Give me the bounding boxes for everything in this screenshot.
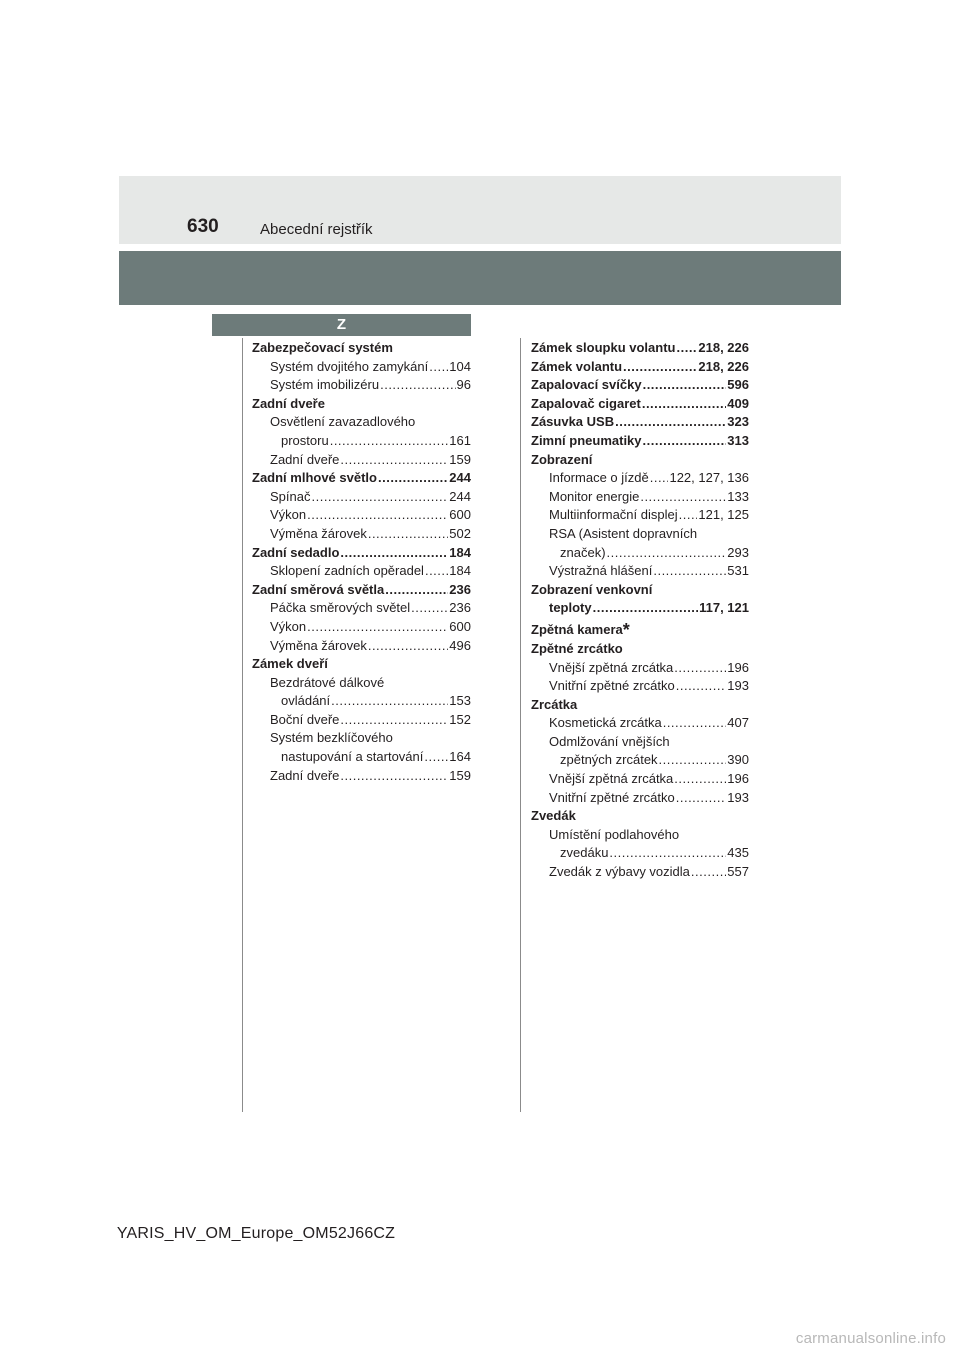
- dot-leader: [659, 751, 727, 770]
- index-entry-term: Zadní směrová světla: [252, 581, 385, 597]
- index-entry-term: Vnější zpětná zrcátka: [549, 771, 674, 787]
- index-entry-term: Zásuvka USB: [531, 414, 615, 430]
- index-entry-term: Zadní dveře: [270, 451, 340, 467]
- dot-leader: [691, 863, 726, 882]
- index-entry-page: 236: [449, 581, 471, 597]
- index-entry: [560, 751, 749, 770]
- dot-leader: [424, 748, 448, 767]
- index-entry-page: 236: [449, 600, 471, 616]
- index-entry: [531, 395, 749, 414]
- dot-leader: [623, 358, 697, 377]
- dot-leader: [676, 789, 727, 808]
- index-entry-term: Boční dveře: [270, 711, 340, 727]
- index-entry-term: Kosmetická zrcátka: [549, 715, 662, 731]
- index-entry-page: 153: [449, 693, 471, 709]
- index-entry-page: 557: [727, 864, 749, 880]
- index-entry-term: Výměna žárovek: [270, 637, 367, 653]
- dot-leader: [330, 432, 449, 451]
- watermark: carmanualsonline.info: [795, 1330, 946, 1347]
- index-entry-term: nastupování a startování: [281, 749, 424, 765]
- index-entry-term: Zámek sloupku volantu: [531, 340, 676, 355]
- index-entry: [549, 770, 749, 789]
- index-entry-term: Zámek dveří: [252, 656, 328, 672]
- index-entry-page: 531: [727, 563, 749, 579]
- dot-leader: [643, 376, 727, 395]
- index-entry: [549, 826, 749, 845]
- index-entry: Zpětná kamera *: [531, 619, 630, 640]
- index-entry-page: 435: [727, 845, 749, 861]
- index-entry-term: Zadní sedadlo: [252, 544, 340, 560]
- index-entry: [531, 376, 749, 395]
- index-entry: [549, 677, 749, 696]
- dot-leader: [674, 770, 726, 789]
- index-entry-term: teploty: [549, 600, 592, 616]
- index-entry-page: 161: [449, 432, 471, 448]
- index-entry: [531, 413, 749, 432]
- index-entry-page: 184: [449, 544, 471, 560]
- index-entry-page: 104: [449, 358, 471, 374]
- section-title: Abecední rejstřík: [260, 221, 373, 238]
- index-entry: [270, 413, 471, 432]
- index-entry: [531, 358, 749, 377]
- index-entry: [270, 711, 471, 730]
- index-entry: [270, 525, 471, 544]
- dot-leader: [331, 692, 448, 711]
- index-entry-term: Zabezpečovací systém: [252, 340, 393, 355]
- dot-leader: [674, 659, 726, 678]
- index-entry-term: zpětných zrcátek: [560, 752, 658, 768]
- index-entry-term: Systém imobilizéru: [270, 377, 380, 393]
- index-entry-page: 600: [449, 618, 471, 634]
- index-entry-term: Vnitřní zpětné zrcátko: [549, 789, 675, 805]
- document-code: YARIS_HV_OM_Europe_OM52J66CZ: [116, 1225, 396, 1242]
- index-entry-page: 407: [727, 715, 749, 731]
- index-entry-page: 96: [456, 377, 471, 393]
- dot-leader: [676, 339, 697, 358]
- index-entry-page: 244: [449, 488, 471, 504]
- dot-leader: [643, 432, 727, 451]
- index-entry-term: Zámek volantu: [531, 358, 623, 374]
- index-entry-page: 193: [727, 678, 749, 694]
- index-entry: [549, 562, 749, 581]
- index-entry: [270, 729, 471, 748]
- index-entry: [252, 544, 471, 563]
- index-entry-term: Výkon: [270, 618, 307, 634]
- index-entry-term: ovládání: [281, 693, 331, 709]
- index-entry-page: 502: [449, 525, 471, 541]
- index-entry: [270, 637, 471, 656]
- index-entry: [252, 395, 471, 414]
- index-entry-term: Páčka směrových světel: [270, 600, 411, 616]
- index-entry: [270, 506, 471, 525]
- index-entry-page: 121, 125: [698, 507, 749, 523]
- index-entry-term: RSA (Asistent dopravních: [549, 525, 698, 541]
- dot-leader: [340, 544, 448, 563]
- index-entry: [560, 544, 749, 563]
- index-entry-page: 196: [727, 771, 749, 787]
- index-entry-page: 323: [727, 414, 749, 430]
- index-entry: [549, 789, 749, 808]
- index-entry: [531, 696, 749, 715]
- index-entry: [549, 863, 749, 882]
- index-entry-term: Odmlžování vnějších: [549, 733, 670, 749]
- index-entry: [549, 714, 749, 733]
- index-entry-term: Informace o jízdě: [549, 470, 649, 486]
- column-divider-left: [242, 338, 243, 1112]
- dot-leader: [425, 562, 448, 581]
- index-entry-term: Zadní dveře: [270, 767, 340, 783]
- index-entry: [252, 469, 471, 488]
- index-entry-term: Zpětná kamera: [531, 621, 623, 637]
- index-entry-page: 600: [449, 507, 471, 523]
- index-entry-term: Zvedák z výbavy vozidla: [549, 864, 690, 880]
- index-entry-page: 122, 127, 136: [669, 470, 749, 486]
- dot-leader: [663, 714, 727, 733]
- index-entry-term: Zimní pneumatiky: [531, 432, 642, 448]
- index-entry: [549, 525, 749, 544]
- index-entry-term: Vnější zpětná zrcátka: [549, 659, 674, 675]
- index-entry-page: 152: [449, 711, 471, 727]
- index-entry-page: 218, 226: [698, 340, 749, 355]
- dot-leader: [311, 488, 448, 507]
- index-entry-term: Bezdrátové dálkové: [270, 674, 385, 690]
- dot-leader: [411, 599, 448, 618]
- index-entry-page: 196: [727, 659, 749, 675]
- index-entry: [531, 640, 749, 659]
- index-entry: [270, 488, 471, 507]
- index-entry: [252, 339, 471, 358]
- index-entry-term: značek): [560, 544, 606, 560]
- dot-leader: [593, 599, 698, 618]
- index-entry-term: Zapalovací svíčky: [531, 377, 642, 393]
- index-entry-page: 409: [727, 395, 749, 411]
- dot-leader: [676, 677, 727, 696]
- dot-leader: [650, 469, 669, 488]
- index-entry: [549, 733, 749, 752]
- index-entry-page: 496: [449, 637, 471, 653]
- section-banner: [119, 251, 841, 305]
- dot-leader: [307, 618, 448, 637]
- index-entry-term: Zapalovač cigaret: [531, 395, 641, 411]
- index-entry-page: 596: [727, 377, 749, 393]
- index-entry: [270, 674, 471, 693]
- index-entry-term: zvedáku: [560, 845, 609, 861]
- index-entry-page: 313: [727, 432, 749, 448]
- dot-leader: [340, 767, 448, 786]
- index-entry: [531, 339, 749, 358]
- dot-leader: [368, 525, 448, 544]
- index-entry: [270, 562, 471, 581]
- index-entry: [549, 506, 749, 525]
- column-divider-right: [520, 338, 521, 1112]
- dot-leader: [609, 844, 726, 863]
- index-entry-term: Výkon: [270, 507, 307, 523]
- dot-leader: [429, 358, 448, 377]
- index-entry-page: 218, 226: [698, 358, 749, 374]
- dot-leader: [340, 451, 448, 470]
- index-entry-term: Zobrazení venkovní: [531, 581, 653, 597]
- dot-leader: [340, 711, 448, 730]
- index-entry-term: Monitor energie: [549, 488, 640, 504]
- index-entry: [531, 451, 749, 470]
- index-entry-term: Zobrazení: [531, 451, 593, 467]
- index-entry-page: 117, 121: [699, 600, 749, 616]
- index-entry: [281, 748, 471, 767]
- index-entry: [549, 599, 749, 618]
- index-entry-term: Umístění podlahového: [549, 826, 680, 842]
- dot-leader: [385, 581, 448, 600]
- index-entry-page: 159: [449, 451, 471, 467]
- index-entry-term: Systém dvojitého zamykání: [270, 358, 429, 374]
- index-entry: [252, 581, 471, 600]
- index-entry-term: Systém bezklíčového: [270, 730, 393, 746]
- index-entry-term: Zpětné zrcátko: [531, 640, 623, 656]
- dot-leader: [615, 413, 726, 432]
- page-number: 630: [187, 216, 219, 237]
- index-entry-page: 244: [449, 470, 471, 486]
- index-entry: [549, 488, 749, 507]
- index-entry-term: Zadní mlhové světlo: [252, 470, 377, 486]
- index-entry-page: 293: [727, 544, 749, 560]
- index-entry: [270, 376, 471, 395]
- index-entry: [549, 469, 749, 488]
- dot-leader: [368, 637, 448, 656]
- index-entry: [270, 451, 471, 470]
- dot-leader: [607, 544, 727, 563]
- index-entry: [270, 618, 471, 637]
- index-entry: [281, 432, 471, 451]
- index-entry-term: Zadní dveře: [252, 395, 325, 411]
- index-letter-heading: Z: [212, 314, 471, 336]
- index-entry: [270, 358, 471, 377]
- index-column-left: [252, 339, 471, 785]
- index-column-right: [531, 339, 749, 882]
- dot-leader: [679, 506, 698, 525]
- dot-leader: [380, 376, 455, 395]
- index-entry: [560, 844, 749, 863]
- index-entry-term: Osvětlení zavazadlového: [270, 414, 416, 430]
- index-entry-term: Vnitřní zpětné zrcátko: [549, 678, 675, 694]
- index-entry: [531, 581, 749, 600]
- index-entry-term: Výstražná hlášení: [549, 563, 653, 579]
- dot-leader: [307, 506, 448, 525]
- index-entry: [281, 692, 471, 711]
- index-entry: [549, 659, 749, 678]
- index-entry-term: prostoru: [281, 432, 329, 448]
- dot-leader: [653, 562, 726, 581]
- index-entry-page: 133: [727, 488, 749, 504]
- index-entry-page: 184: [449, 563, 471, 579]
- index-entry-term: Multiinformační displej: [549, 507, 678, 523]
- index-entry-term: Zrcátka: [531, 696, 578, 712]
- index-entry-term: Spínač: [270, 488, 311, 504]
- dot-leader: [378, 469, 448, 488]
- index-entry: [252, 655, 471, 674]
- index-entry: [270, 599, 471, 618]
- index-entry: [531, 807, 749, 826]
- index-entry-term: Výměna žárovek: [270, 525, 367, 541]
- index-entry: [531, 432, 749, 451]
- index-entry: [270, 767, 471, 786]
- index-entry-term: Sklopení zadních opěradel: [270, 563, 424, 579]
- dot-leader: [642, 395, 726, 414]
- document-code-footer: [0, 1225, 960, 1243]
- index-entry-page: 390: [727, 752, 749, 768]
- index-entry-page: 159: [449, 767, 471, 783]
- index-entry-page: 164: [449, 749, 471, 765]
- dot-leader: [640, 488, 726, 507]
- index-entry-page: 193: [727, 789, 749, 805]
- index-entry-term: Zvedák: [531, 808, 576, 824]
- header-band: [119, 176, 841, 244]
